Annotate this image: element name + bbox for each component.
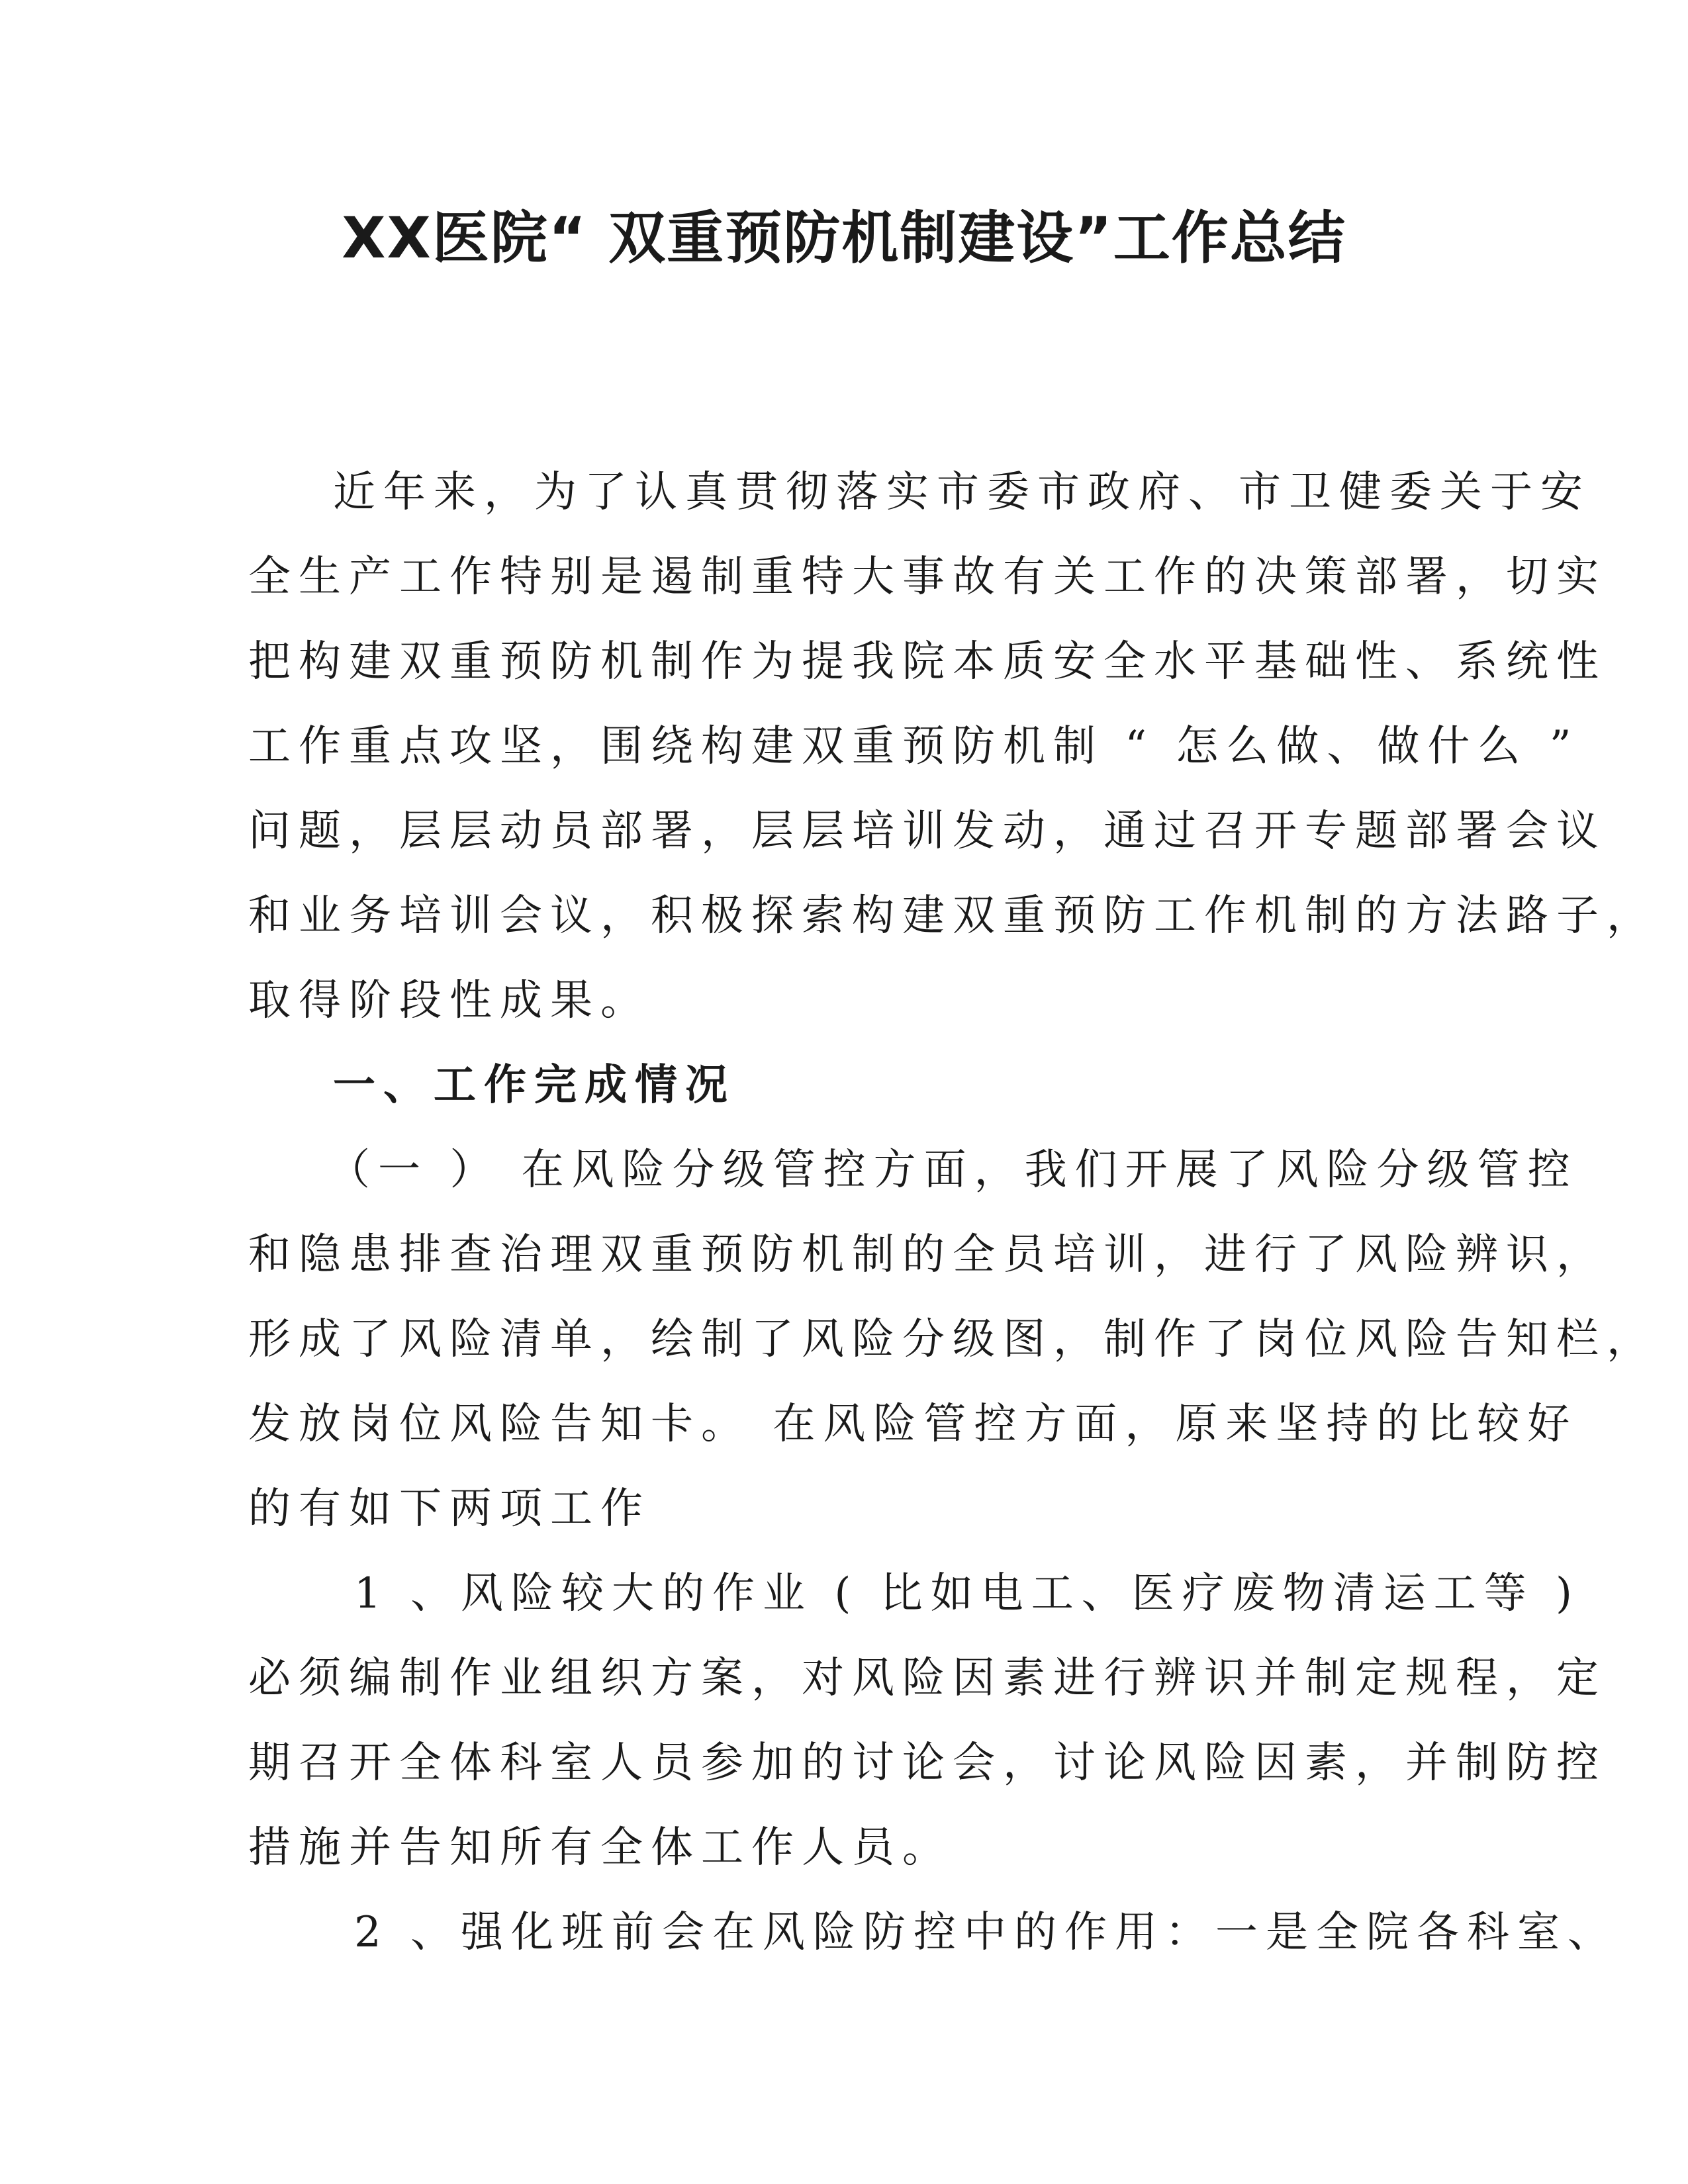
subsection-paragraph [248,1128,1657,1551]
paragraph-line: 把构建双重预防机制作为提我院本质安全水平基础性、系统性 [248,637,1607,686]
paragraph-line: 期召开全体科室人员参加的讨论会，讨论风险因素，并制防控 [248,1739,1607,1788]
section-heading: 一、工作完成情况 [333,1061,735,1110]
paragraph-line: 和业务培训会议，积极探索构建双重预防工作机制的方法路子， [248,891,1657,940]
paragraph-line: 必须编制作业组织方案，对风险因素进行辨识并制定规程，定 [248,1654,1607,1703]
intro-paragraph [248,450,1657,1043]
paragraph-line: 2 、强化班前会在风险防控中的作用：一是全院各科室、 [354,1908,1618,1957]
paragraph-line: 问题，层层动员部署，层层培训发动，通过召开专题部署会议 [248,807,1607,856]
paragraph-line: 1 、风险较大的作业 ( 比如电工、医疗废物清运工等 ) [354,1569,1581,1618]
paragraph-line: 近年来，为了认真贯彻落实市委市政府、市卫健委关于安 [333,468,1591,517]
paragraph-line: 取得阶段性成果。 [248,976,651,1025]
document-body [248,450,1657,1975]
paragraph-line: 和隐患排查治理双重预防机制的全员培训，进行了风险辨识， [248,1230,1607,1279]
paragraph-line: 措施并告知所有全体工作人员。 [248,1823,953,1872]
list-item-1 [248,1551,1607,1890]
paragraph-line: 的有如下两项工作 [248,1484,651,1533]
paragraph-line: 形成了风险清单，绘制了风险分级图，制作了岗位风险告知栏， [248,1315,1657,1364]
paragraph-line: 工作重点攻坚，围绕构建双重预防机制 “ 怎么做、做什么 ” [248,722,1579,771]
document-title: XX医院“ 双重预防机制建设”工作总结 [342,205,1346,271]
paragraph-line: （一 ） 在风险分级管控方面，我们开展了风险分级管控 [328,1146,1578,1195]
paragraph-line: 发放岗位风险告知卡。 在风险管控方面，原来坚持的比较好 [248,1400,1578,1449]
paragraph-line: 全生产工作特别是遏制重特大事故有关工作的决策部署，切实 [248,553,1607,602]
list-item-2 [248,1890,1618,1975]
